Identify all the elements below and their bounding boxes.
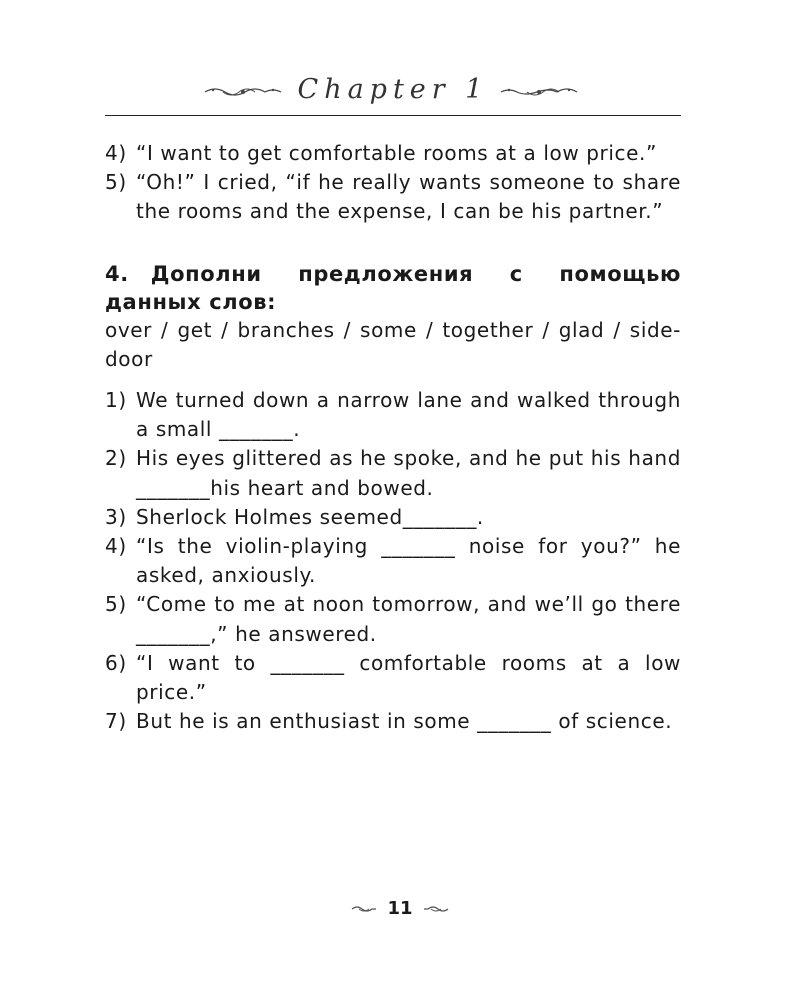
left-page-ornament-icon [351,904,377,914]
word-bank: over / get / branches / some / together / glad / side-door [105,317,681,371]
previous-exercise-items [105,139,681,227]
page-footer [0,898,800,919]
item-number: 1) [105,388,127,413]
item-number: 4) [105,141,127,165]
list-item [105,649,681,707]
item-text: We turned down a narrow lane and walked through a small _______. [136,388,681,442]
item-text: “I want to get comfortable rooms at a low price.” [136,141,657,165]
item-text: But he is an enthusiast in some _______ of science. [136,709,673,734]
item-text: Sherlock Holmes seemed_______. [136,504,484,529]
item-text: “Oh!” I cried, “if he really wants someone to share the rooms and the expense, I can be his partner.” [136,170,681,224]
item-number: 6) [105,650,127,675]
list-item [105,386,681,444]
item-number: 3) [105,504,127,529]
exercise-heading [105,260,681,316]
list-item [105,590,681,648]
page-content [105,139,681,736]
chapter-title: Chapter 1 [297,74,489,105]
item-number: 7) [105,709,127,734]
list-item [105,139,681,168]
right-flourish-icon [499,84,579,100]
exercise-number: 4. [105,261,129,286]
list-item [105,168,681,226]
chapter-header [105,68,681,116]
item-number: 5) [105,170,127,195]
header-rule [105,115,681,116]
list-item [105,532,681,590]
item-text: “I want to _______ comfortable rooms at a low price.” [136,650,681,705]
item-text: “Is the violin-playing _______ noise for you?” he asked, anxiously. [136,534,681,588]
list-item [105,503,681,532]
list-item [105,444,681,502]
right-page-ornament-icon [423,904,449,914]
page-number: 11 [387,898,413,919]
exercise-items [105,386,681,736]
item-text: “Come to me at noon tomorrow, and we’ll go there _______,” he answered. [136,592,681,646]
list-item [105,707,681,736]
item-text: His eyes glittered as he spoke, and he put his hand _______his heart and bowed. [136,446,681,500]
item-number: 5) [105,592,127,617]
exercise-title: Дополни предложения с помощью данных слов: [105,261,681,314]
item-number: 4) [105,534,127,559]
item-number: 2) [105,446,127,471]
